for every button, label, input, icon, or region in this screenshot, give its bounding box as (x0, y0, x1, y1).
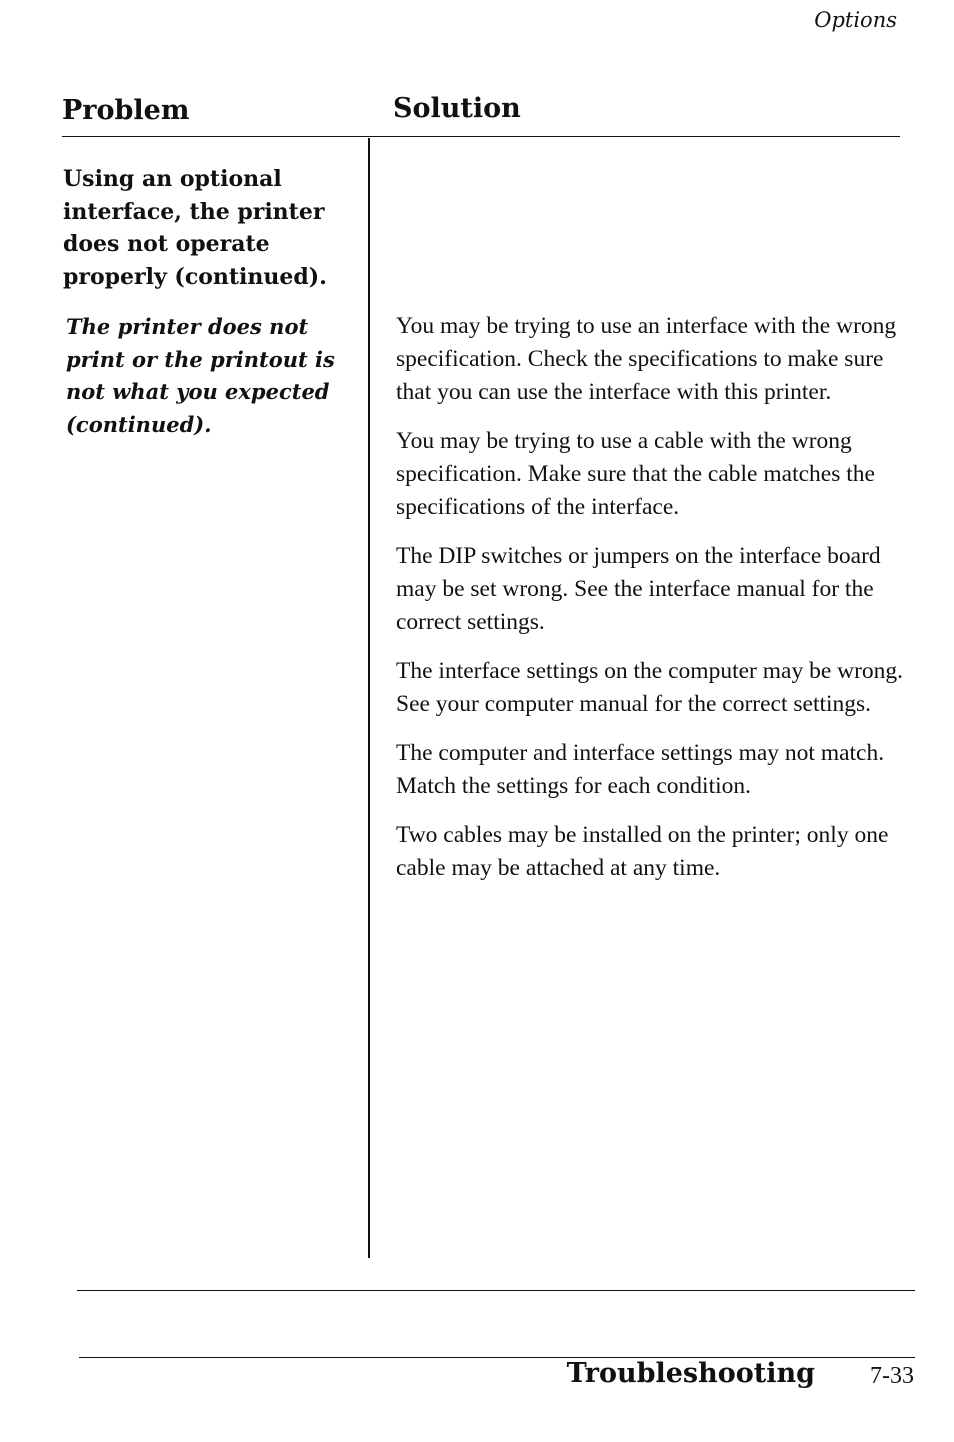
solution-item: The computer and interface settings may not match. Match the settings for each condition. (396, 740, 885, 799)
solution-item: Two cables may be installed on the printer; only one cable may be attached at any time. (396, 822, 889, 881)
running-head: Options (814, 8, 897, 32)
solution-item: The interface settings on the computer may be wrong. See your computer manual for the correct settings. (396, 658, 904, 717)
solution-item: You may be trying to use a cable with the wrong specification. Make sure that the cable matches the specifications of the interface. (396, 428, 875, 520)
solution-column-heading: Solution (393, 93, 521, 124)
column-divider (368, 138, 370, 1258)
problem-subtitle: The printer does not print or the printout is not what you expected (continued). (66, 314, 335, 437)
footer-section-title: Troubleshooting (566, 1358, 815, 1389)
solution-list (396, 310, 906, 901)
solution-item: The DIP switches or jumpers on the interface board may be set wrong. See the interface manual for the correct settings. (396, 543, 881, 635)
footer-rule-upper (77, 1290, 915, 1291)
header-rule (62, 136, 900, 137)
problem-column-heading: Problem (62, 95, 190, 126)
solution-item: You may be trying to use an interface with the wrong specification. Check the specifications to make sure that you can use the interface with this printer. (396, 313, 897, 405)
page-number: 7-33 (870, 1363, 914, 1389)
problem-title: Using an optional interface, the printer does not operate properly (continued). (63, 166, 327, 290)
